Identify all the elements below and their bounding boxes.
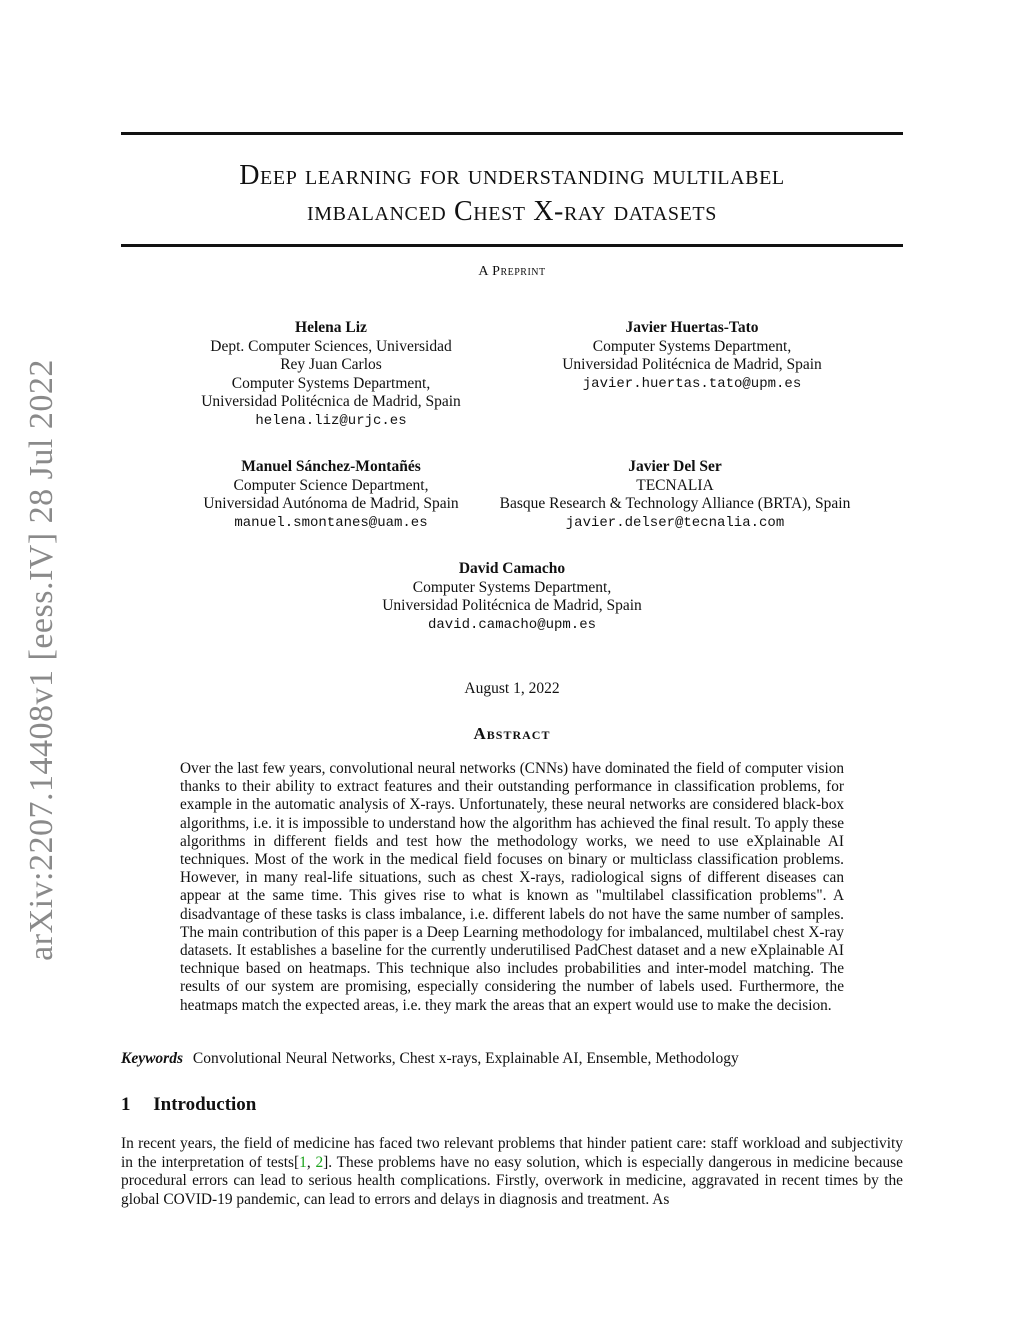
paper-title — [121, 158, 903, 230]
section-number: 1 — [121, 1094, 131, 1115]
section-title: Introduction — [153, 1094, 257, 1115]
author-block-manuel-sanchez-montanes — [148, 458, 514, 532]
author-name: David Camacho — [458, 560, 566, 577]
keywords-line — [121, 1050, 903, 1068]
citation-separator: , — [306, 1153, 316, 1171]
keywords-label: Keywords — [121, 1050, 183, 1067]
author-affiliation: Universidad Politécnica de Madrid, Spain — [562, 356, 822, 373]
author-affiliation: Computer Systems Department, — [412, 578, 612, 596]
author-affiliation: Basque Research & Technology Alliance (BRTA), Spain — [499, 495, 851, 512]
intro-text-part-2: ]. These problems have no easy solution, which is especially dangerous in medicine because procedural errors can lead to serious health complications. Firstly, overwork in medicine, aggravated in recent times by the global COVID-19 pandemic, can lead to errors and delays in diagnosis and treatment. As — [121, 1153, 903, 1208]
publication-date: August 1, 2022 — [464, 680, 560, 697]
author-affiliation: TECNALIA — [636, 476, 714, 494]
author-email[interactable]: javier.delser@tecnalia.com — [565, 514, 785, 531]
author-block-javier-huertas-tato — [532, 319, 852, 393]
title-line-1: Deep learning for understanding multilabel — [239, 160, 785, 191]
author-affiliation: Computer Systems Department, — [231, 374, 431, 392]
author-affiliation: Computer Science Department, — [233, 476, 429, 494]
author-affiliation: Universidad Politécnica de Madrid, Spain — [382, 597, 642, 614]
preprint-label: A Preprint — [478, 264, 546, 279]
author-affiliation: Universidad Politécnica de Madrid, Spain — [201, 393, 461, 410]
author-name: Javier Del Ser — [628, 458, 722, 475]
author-name: Javier Huertas-Tato — [625, 319, 759, 336]
intro-text-part-1: In recent years, the field of medicine has faced two relevant problems that hinder patient care: staff workload and subjectivity in the interpretation of tests[ — [121, 1135, 903, 1171]
introduction-paragraph — [121, 1135, 903, 1209]
author-affiliation: Rey Juan Carlos — [280, 356, 382, 373]
author-name: Manuel Sánchez-Montañés — [241, 458, 421, 475]
author-affiliation: Dept. Computer Sciences, Universidad — [210, 337, 452, 355]
citation-link-1[interactable]: 1 — [299, 1153, 307, 1171]
title-top-rule — [121, 132, 903, 135]
author-block-helena-liz — [171, 319, 491, 430]
title-bottom-rule — [121, 244, 903, 247]
title-line-2: imbalanced Chest X-ray datasets — [307, 196, 717, 227]
author-affiliation: Computer Systems Department, — [592, 337, 792, 355]
abstract-text: Over the last few years, convolutional neural networks (CNNs) have dominated the field of computer vision thanks to their ability to extract features and their outstanding performance in classification problems, for example in the automatic analysis of X-rays. Unfortunately, these neural networks are considered black-box algorithms, i.e. it is impossible to understand how the algorithm has achieved the final result. To apply these algorithms in different fields and test how the methodology works, we need to use eXplainable AI techniques. Most of the work in the medical field focuses on binary or multiclass classification problems. However, in many real-life situations, such as chest X-rays, radiological signs of different diseases can appear at the same time. This gives rise to what is known as "multilabel classification problems". A disadvantage of these tasks is class imbalance, i.e. different labels do not have the same number of samples. The main contribution of this paper is a Deep Learning methodology for imbalanced, multilabel chest X-ray datasets. It establishes a baseline for the currently underutilised PadChest dataset and a new eXplainable AI technique based on heatmaps. This technique also includes probabilities and inter-model matching. The results of our system are promising, especially considering the number of labels used. Furthermore, the heatmaps match the expected areas, i.e. they mark the areas that an expert would use to make the decision. — [180, 760, 844, 1014]
author-email[interactable]: helena.liz@urjc.es — [255, 412, 407, 429]
author-block-david-camacho — [342, 560, 682, 634]
abstract-heading: Abstract — [473, 724, 551, 743]
keywords-text: Convolutional Neural Networks, Chest x-rays, Explainable AI, Ensemble, Methodology — [192, 1050, 739, 1067]
author-affiliation: Universidad Autónoma de Madrid, Spain — [203, 495, 459, 512]
citation-link-2[interactable]: 2 — [315, 1153, 324, 1171]
author-name: Helena Liz — [295, 319, 367, 336]
section-heading-introduction — [121, 1094, 256, 1116]
author-email[interactable]: javier.huertas.tato@upm.es — [582, 375, 802, 392]
author-block-javier-del-ser — [468, 458, 882, 532]
author-email[interactable]: manuel.smontanes@uam.es — [234, 514, 428, 531]
arxiv-identifier-stamp[interactable]: arXiv:2207.14408v1 [eess.IV] 28 Jul 2022 — [23, 359, 60, 961]
author-email[interactable]: david.camacho@upm.es — [427, 616, 597, 633]
